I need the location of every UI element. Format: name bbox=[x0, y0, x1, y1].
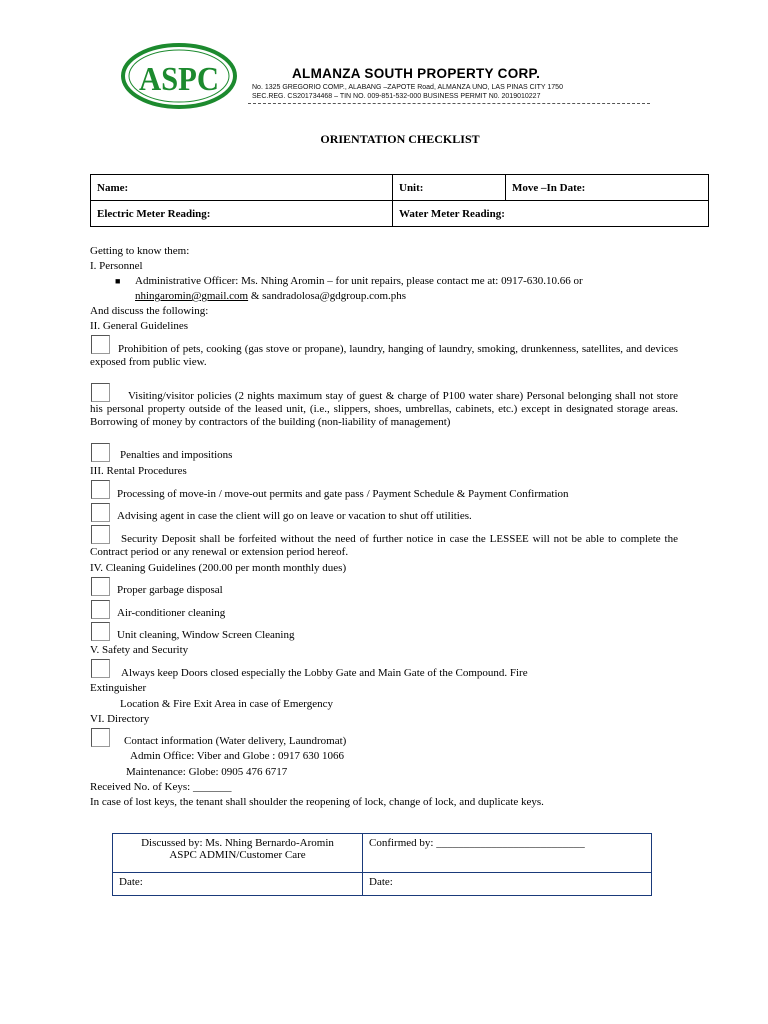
rental-item-advising-agent: Advising agent in case the client will go on leave or vacation to shut off utilities. bbox=[117, 510, 472, 522]
bullet-icon: ■ bbox=[115, 276, 121, 286]
checkbox-advising-agent[interactable] bbox=[91, 503, 110, 522]
discussed-by-cell bbox=[113, 834, 363, 873]
safety-item-extinguisher: Extinguisher bbox=[90, 682, 147, 694]
page-title: ORIENTATION CHECKLIST bbox=[320, 132, 480, 146]
section-directory-heading: VI. Directory bbox=[90, 713, 150, 725]
rental-item-security-deposit: Security Deposit shall be forfeited without the need of further notice in case the LESSEE will not be able to complete the Contract period or any renewal or extension period hereof. bbox=[90, 533, 678, 558]
section-rental-heading: III. Rental Procedures bbox=[90, 465, 187, 477]
checkbox-doors[interactable] bbox=[91, 659, 110, 678]
general-item-penalties: Penalties and impositions bbox=[120, 449, 233, 461]
directory-item-contact: Contact information (Water delivery, Laundromat) bbox=[124, 735, 347, 747]
safety-item-fire-exit: Location & Fire Exit Area in case of Emergency bbox=[120, 698, 334, 710]
section-safety-heading: V. Safety and Security bbox=[90, 644, 189, 656]
personnel-contact-text: Administrative Officer: Ms. Nhing Aromin – for unit repairs, please contact me at: 0917-630.10.66 or bbox=[135, 275, 583, 287]
cleaning-item-unit: Unit cleaning, Window Screen Cleaning bbox=[117, 629, 295, 641]
date-left-field[interactable]: Date: bbox=[113, 873, 363, 896]
company-address: No. 1325 GREGORIO COMP., ALABANG –ZAPOTE Road, ALMANZA UNO, LAS PINAS CITY 1750 SEC.REG. CS201734468 – TIN NO. 009-851-532-000 BUSINESS PERMIT N0. 2019010227 bbox=[252, 84, 563, 100]
received-keys-line[interactable]: Received No. of Keys: _______ bbox=[90, 781, 232, 793]
move-in-date-field[interactable]: Move –In Date: bbox=[506, 175, 709, 201]
name-field[interactable]: Name: bbox=[91, 175, 393, 201]
checkbox-penalties[interactable] bbox=[91, 443, 110, 462]
section-cleaning-heading: IV. Cleaning Guidelines (200.00 per month monthly dues) bbox=[90, 562, 347, 574]
discussed-by-role: ASPC ADMIN/Customer Care bbox=[169, 849, 306, 861]
unit-field[interactable]: Unit: bbox=[393, 175, 506, 201]
water-meter-field[interactable]: Water Meter Reading: bbox=[393, 201, 709, 227]
confirmed-by-field[interactable]: Confirmed by: ___________________________ bbox=[363, 834, 652, 873]
header-divider bbox=[248, 103, 650, 104]
safety-item-doors: Always keep Doors closed especially the Lobby Gate and Main Gate of the Compound. Fire bbox=[121, 667, 528, 679]
directory-admin-office: Admin Office: Viber and Globe : 0917 630 1066 bbox=[130, 750, 345, 762]
checkbox-garbage[interactable] bbox=[91, 577, 110, 596]
logo-monogram: ASPC bbox=[139, 61, 219, 98]
checkbox-aircon[interactable] bbox=[91, 600, 110, 619]
section-personnel-heading: I. Personnel bbox=[90, 260, 143, 272]
personnel-email-line: nhingaromin@gmail.com & sandradolosa@gdgroup.com.phs bbox=[135, 290, 407, 302]
general-item-visitor-policies: Visiting/visitor policies (2 nights maximum stay of guest & charge of P100 water share) Personal belonging shall not store his personal property outside of the leased unit, (i.e., slippers, shoes, umbrellas, cabinets, etc.) except in designated storage areas. Borrowing of money by contractors of the building (non-liability of management) bbox=[90, 390, 678, 428]
email-link[interactable]: nhingaromin@gmail.com bbox=[135, 290, 249, 302]
checkbox-move-permits[interactable] bbox=[91, 480, 110, 499]
tenant-info-table bbox=[90, 174, 709, 227]
directory-maintenance: Maintenance: Globe: 0905 476 6717 bbox=[126, 766, 288, 778]
date-right-field[interactable]: Date: bbox=[363, 873, 652, 896]
checkbox-contact-info[interactable] bbox=[91, 728, 110, 747]
discussed-by: Discussed by: Ms. Nhing Bernardo-Aromin bbox=[141, 837, 334, 849]
section-general-heading: II. General Guidelines bbox=[90, 320, 189, 332]
rental-item-move-permits: Processing of move-in / move-out permits and gate pass / Payment Schedule & Payment Confirmation bbox=[117, 488, 569, 500]
intro-text: Getting to know them: bbox=[90, 245, 190, 257]
cleaning-item-aircon: Air-conditioner cleaning bbox=[117, 607, 226, 619]
company-name: ALMANZA SOUTH PROPERTY CORP. bbox=[292, 66, 541, 81]
checkbox-unit-cleaning[interactable] bbox=[91, 622, 110, 641]
discuss-text: And discuss the following: bbox=[90, 305, 209, 317]
general-item-prohibition: Prohibition of pets, cooking (gas stove or propane), laundry, hanging of laundry, smoking, drunkenness, satellites, and devices exposed from public view. bbox=[90, 343, 678, 368]
lost-keys-notice: In case of lost keys, the tenant shall shoulder the reopening of lock, change of lock, and duplicate keys. bbox=[90, 796, 544, 808]
company-logo bbox=[120, 42, 238, 110]
cleaning-item-garbage: Proper garbage disposal bbox=[117, 584, 223, 596]
signoff-table bbox=[112, 833, 652, 896]
electric-meter-field[interactable]: Electric Meter Reading: bbox=[91, 201, 393, 227]
